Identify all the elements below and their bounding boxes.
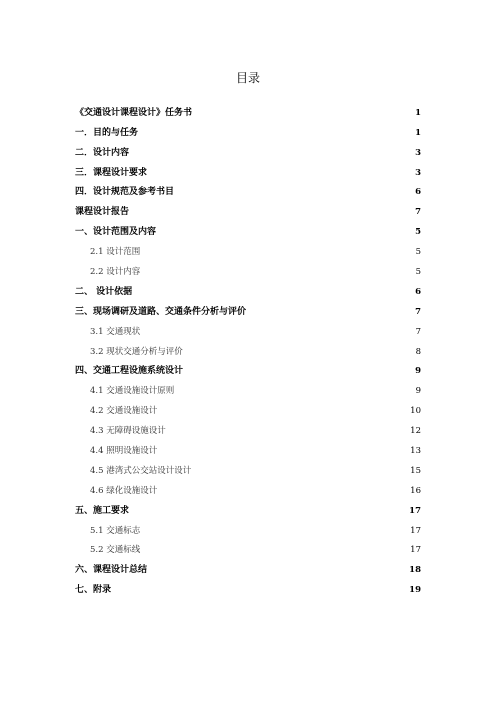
toc-subentry[interactable] xyxy=(75,418,421,438)
toc-entry-text: 4.1 交通设施设计原则 xyxy=(90,386,175,397)
toc-entry-text: 2.1 设计范围 xyxy=(90,247,141,258)
toc-entry[interactable] xyxy=(75,180,421,200)
toc-entry-text: 一、设计范围及内容 xyxy=(75,227,157,238)
toc-entry-page: 3 xyxy=(415,167,421,178)
toc-subentry[interactable] xyxy=(75,319,421,339)
toc-entry-page: 1 xyxy=(415,107,421,118)
toc-entry[interactable] xyxy=(75,498,421,518)
toc-entry[interactable] xyxy=(75,160,421,180)
toc-entry[interactable] xyxy=(75,120,421,140)
toc-subentry[interactable] xyxy=(75,398,421,418)
toc-entry[interactable] xyxy=(75,219,421,239)
toc-subentry[interactable] xyxy=(75,438,421,458)
toc-entry-page: 7 xyxy=(415,326,421,337)
toc-entry-page: 15 xyxy=(410,465,421,476)
toc-entry[interactable] xyxy=(75,140,421,160)
toc-entry-text: 4.5 港湾式公交站设计设计 xyxy=(90,465,192,476)
toc-entry-text: 3.1 交通现状 xyxy=(90,326,141,337)
toc-entry-page: 5 xyxy=(415,227,421,238)
toc-entry[interactable] xyxy=(75,299,421,319)
toc-entry-text: 二、 设计依据 xyxy=(75,286,133,297)
toc-subentry[interactable] xyxy=(75,538,421,558)
toc-entry-page: 9 xyxy=(415,366,421,377)
toc-entry-text: 课程设计报告 xyxy=(75,207,130,218)
toc-entry[interactable] xyxy=(75,199,421,219)
toc-entry-page: 19 xyxy=(409,585,421,596)
toc-subentry[interactable] xyxy=(75,339,421,359)
toc-entry-text: 三．课程设计要求 xyxy=(75,167,148,178)
toc-entry-text: 一．目的与任务 xyxy=(75,127,139,138)
toc-entry[interactable] xyxy=(75,557,421,577)
toc-entry-text: 四、交通工程设施系统设计 xyxy=(75,366,184,377)
toc-entry-text: 《交通设计课程设计》任务书 xyxy=(75,107,193,118)
toc-subentry[interactable] xyxy=(75,259,421,279)
toc-entry-page: 5 xyxy=(415,247,421,258)
toc-entry-page: 6 xyxy=(415,286,421,297)
toc-entry-page: 5 xyxy=(415,267,421,278)
toc-entry-text: 四．设计规范及参考书目 xyxy=(75,187,175,198)
toc-entry-text: 5.2 交通标线 xyxy=(90,545,141,556)
toc-entry-page: 17 xyxy=(410,545,421,556)
toc-title: 目录 xyxy=(235,71,260,85)
toc-entry-page: 1 xyxy=(415,127,421,138)
toc-subentry[interactable] xyxy=(75,378,421,398)
toc-entry-page: 6 xyxy=(415,187,421,198)
toc-entry-page: 8 xyxy=(415,346,421,357)
toc-subentry[interactable] xyxy=(75,478,421,498)
toc-subentry[interactable] xyxy=(75,239,421,259)
toc-subentry[interactable] xyxy=(75,518,421,538)
toc-entry-text: 4.2 交通设施设计 xyxy=(90,406,158,417)
toc-entry-page: 3 xyxy=(415,147,421,158)
toc-entry-text: 5.1 交通标志 xyxy=(90,525,141,536)
toc-entry[interactable] xyxy=(75,279,421,299)
toc-entry-page: 7 xyxy=(415,306,421,317)
toc-entry-page: 16 xyxy=(410,485,421,496)
toc-entry-text: 二．设计内容 xyxy=(75,147,130,158)
toc-entry-page: 10 xyxy=(410,406,421,417)
toc-entry-text: 七、附录 xyxy=(75,585,112,596)
toc-entry-page: 12 xyxy=(410,426,421,437)
toc-entry-text: 六、课程设计总结 xyxy=(75,565,148,576)
toc-entry-text: 三、现场调研及道路、交通条件分析与评价 xyxy=(75,306,247,317)
toc-entry-text: 4.6 绿化设施设计 xyxy=(90,485,158,496)
toc-entry-text: 3.2 现状交通分析与评价 xyxy=(90,346,183,357)
toc-entry[interactable] xyxy=(75,100,421,120)
toc-entry[interactable] xyxy=(75,359,421,379)
toc-entry-page: 13 xyxy=(410,446,421,457)
toc-entry-page: 17 xyxy=(410,525,421,536)
toc-entry-page: 17 xyxy=(409,505,421,516)
toc-entry-text: 4.4 照明设施设计 xyxy=(90,446,158,457)
toc-entry-text: 五、施工要求 xyxy=(75,505,130,516)
toc-entry-page: 9 xyxy=(415,386,421,397)
toc-entry-text: 4.3 无障碍设施设计 xyxy=(90,426,166,437)
toc-entry-text: 2.2 设计内容 xyxy=(90,267,141,278)
toc-subentry[interactable] xyxy=(75,458,421,478)
toc-entry-page: 18 xyxy=(409,565,421,576)
table-of-contents xyxy=(75,100,421,597)
toc-entry[interactable] xyxy=(75,577,421,597)
toc-entry-page: 7 xyxy=(415,207,421,218)
